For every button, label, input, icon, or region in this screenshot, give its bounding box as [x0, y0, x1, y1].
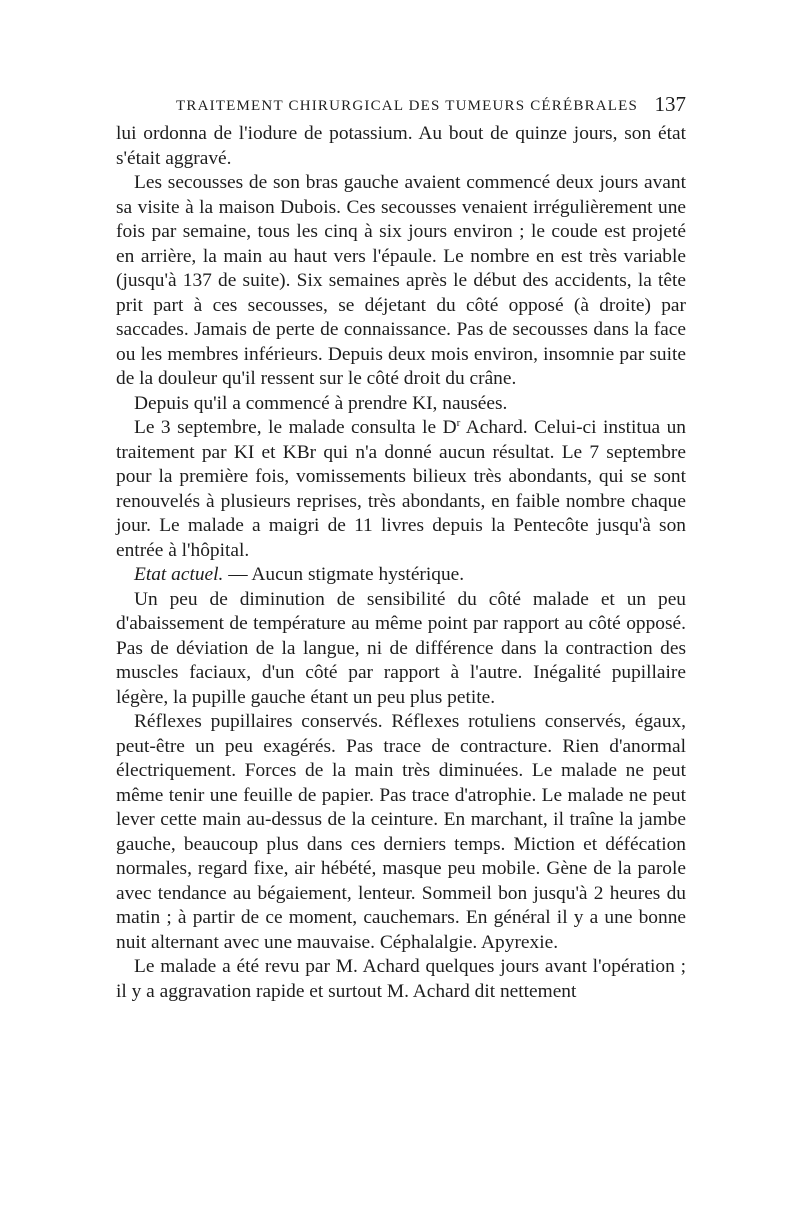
paragraph-3: Depuis qu'il a commencé à prendre KI, nausées. [134, 392, 508, 414]
running-header [116, 92, 686, 122]
section-label-etat-actuel: Etat actuel. [134, 564, 224, 585]
paragraph-7: Réflexes pupillaires conservés. Réflexes rotuliens conservés, égaux, peut-être un peu exagérés. Pas trace de contracture. Rien d'anormal électriquement. Forces de la main très diminuées. Le malade ne peut même tenir une feuille de papier. Pas trace d'atrophie. Le malade ne peut lever cette main au-dessus de la ceinture. En marchant, il traîne la jambe gauche, beaucoup plus dans ces derniers temps. Miction et défécation normales, regard fixe, air hébété, masque peu mobile. Gène de la parole avec tendance au bégaiement, lenteur. Sommeil bon jusqu'à 2 heures du matin ; à partir de ce moment, cauchemars. En général il y a une bonne nuit alternant avec une mauvaise. Céphalalgie. Apyrexie. [116, 711, 686, 953]
paragraph-8: Le malade a été revu par M. Achard quelques jours avant l'opération ; il y a aggravation rapide et surtout M. Achard dit nettement [116, 956, 686, 1002]
paragraph-2: Les secousses de son bras gauche avaient commencé deux jours avant sa visite à la maison Dubois. Ces secousses venaient irrégulièrement une fois par semaine, tous les cinq à six jours environ ; le coude est projeté en arrière, la main au haut vers l'épaule. Le nombre en est très variable (jusqu'à 137 de suite). Six semaines après le début des accidents, la tête prit part à ces secousses, se déjetant du côté opposé (à droite) par saccades. Jamais de perte de connaissance. Pas de secousses dans la face ou les membres inférieurs. Depuis deux mois environ, insomnie par suite de la douleur qu'il ressent sur le côté droit du crâne. [116, 172, 686, 389]
doctor-abbrev-superscript: r [456, 417, 461, 429]
page-number: 137 [654, 92, 686, 116]
paragraph-5 [116, 563, 686, 588]
paragraph-6: Un peu de diminution de sensibilité du côté malade et un peu d'abaissement de température au même point par rapport au côté opposé. Pas de déviation de la langue, ni de différence dans la contraction des muscles faciaux, d'un côté par rapport à l'autre. Inégalité pupillaire légère, la pupille gauche étant un peu plus petite. [116, 588, 686, 708]
running-title: TRAITEMENT CHIRURGICAL DES TUMEURS CÉRÉBRALES [176, 98, 639, 114]
paragraph-4-start: Le 3 septembre, le malade consulta le D [134, 417, 457, 438]
book-page [116, 92, 686, 1004]
paragraph-1: lui ordonna de l'iodure de potassium. Au bout de quinze jours, son état s'était aggravé. [116, 123, 686, 169]
body-text [116, 122, 686, 1004]
paragraph-5-text: — Aucun stigmate hystérique. [223, 564, 465, 585]
paragraph-4 [116, 416, 686, 563]
paragraph-4-rest: Achard. Celui-ci institua un traitement par KI et KBr qui n'a donné aucun résultat. Le 7 septembre pour la première fois, vomissements bilieux très abondants, qui se sont renouvelés à plusieurs reprises, très abondants, en faible nombre chaque jour. Le malade a maigri de 11 livres depuis la Pentecôte jusqu'à son entrée à l'hôpital. [116, 417, 686, 561]
